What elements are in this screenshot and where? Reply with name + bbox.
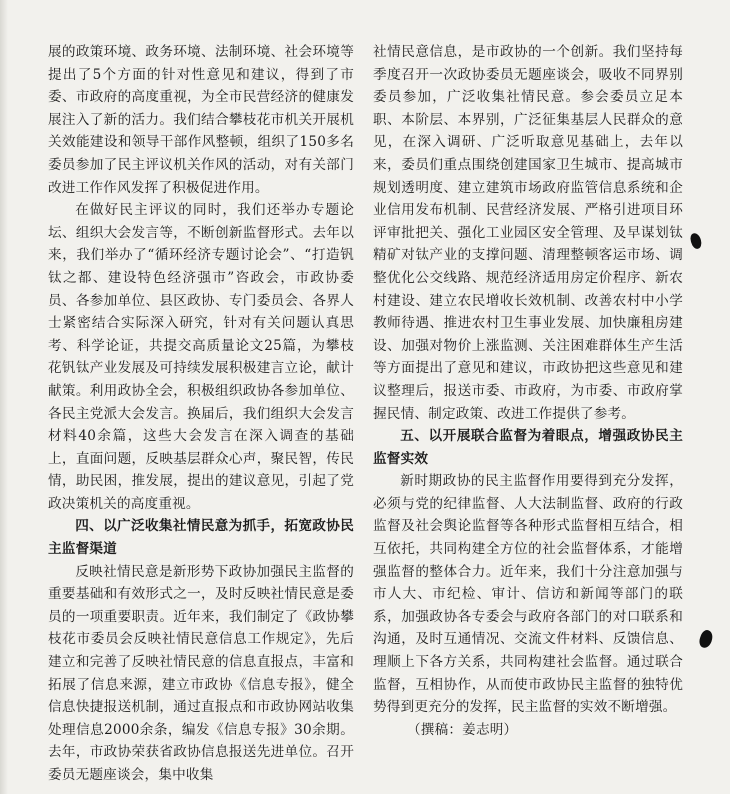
left-paragraph-1: 展的政策环境、政务环境、法制环境、社会环境等提出了5个方面的针对性意见和建议，得到了市委、市政府的高度重视，为全市民营经济的健康发展注入了新的活力。我们结合攀枝花市机关开展机关效能建设和领导干部作风整顿，组织了150多名委员参加了民主评议机关作风的活动，对有关部门改进工作作风发挥了积极促进作用。 xyxy=(48,44,354,196)
section-4-heading: 四、以广泛收集社情民意为抓手，拓宽政协民主监督渠道 xyxy=(48,518,354,558)
right-column xyxy=(373,41,683,741)
section-5-heading: 五、以开展联合监督为着眼点，增强政协民主监督实效 xyxy=(373,428,683,467)
scan-blot-mark xyxy=(689,232,703,250)
left-paragraph-2: 在做好民主评议的同时，我们还举办专题论坛、组织大会发言等，不断创新监督形式。去年以来，我们举办了“循环经济专题讨论会”、“打造钒钛之都、建设特色经济强市”咨政会，市政协委员、各参加单位、县区政协、专门委员会、各界人士紧密结合实际深入研究，针对有关问题认真思考、科学论证，共提交高质量论文25篇，为攀枝花钒钛产业发展及可持续发展积极建言立论，献计献策。利用政协全会，积极组织政协各参加单位、各民主党派大会发言。换届后，我们组织大会发言材料40余篇，这些大会发言在深入调查的基础上，直面问题，反映基层群众心声，聚民智，传民情，助民困，推发展，提出的建议意见，引起了党政决策机关的高度重视。 xyxy=(48,202,354,512)
scan-shadow-edge xyxy=(0,0,8,794)
right-paragraph-1: 社情民意信息，是市政协的一个创新。我们坚持每季度召开一次政协委员无题座谈会，吸收不同界别委员参加，广泛收集社情民意。参会委员立足本职、本阶层、本界别，广泛征集基层人民群众的意见，在深入调研、广泛听取意见基础上，去年以来，委员们重点围绕创建国家卫生城市、提高城市规划透明度、建立建筑市场政府监管信息系统和企业信用发布机制、民营经济发展、严格引进项目环评审批把关、强化工业园区安全管理、及早谋划钛精矿对钛产业的支撑问题、清理整顿客运市场、调整优化公交线路、规范经济适用房定价程序、新农村建设、建立农民增收长效机制、改善农村中小学教师待遇、推进农村卫生事业发展、加快廉租房建设、加强对物价上涨监测、关注困难群体生产生活等方面提出了意见和建议，市政协把这些意见和建议整理后，报送市委、市政府，为市委、市政府掌握民情、制定政策、改进工作提供了参考。 xyxy=(373,44,683,422)
author-credit: （撰稿：姜志明） xyxy=(407,721,518,738)
left-paragraph-3: 反映社情民意是新形势下政协加强民主监督的重要基础和有效形式之一，及时反映社情民意是委员的一项重要职责。近年来，我们制定了《政协攀枝花市委员会反映社情民意信息工作规定》，先后建立和完善了反映社情民意的信息直报点，丰富和拓展了信息来源，建立市政协《信息专报》，健全信息快捷报送机制，通过直报点和市政协网站收集处理信息2000余条，编发《信息专报》30余期。去年，市政协荣获省政协信息报送先进单位。召开委员无题座谈会，集中收集 xyxy=(48,563,354,783)
right-paragraph-2: 新时期政协的民主监督作用要得到充分发挥，必须与党的纪律监督、人大法制监督、政府的行政监督及社会舆论监督等各种形式监督相互结合，相互依托，共同构建全方位的社会监督体系，才能增强监督的整体合力。近年来，我们十分注意加强与市人大、市纪检、审计、信访和新闻等部门的联系，加强政协各专委会与政府各部门的对口联系和沟通，及时互通情况、交流文件材料、反馈信息、理顺上下各方关系，共同构建社会监督。通过联合监督，互相协作，从而使市政协民主监督的独特优势得到更充分的发挥，民主监督的实效不断增强。 xyxy=(373,473,683,716)
scan-blot-mark xyxy=(697,628,714,649)
left-column xyxy=(48,41,354,787)
